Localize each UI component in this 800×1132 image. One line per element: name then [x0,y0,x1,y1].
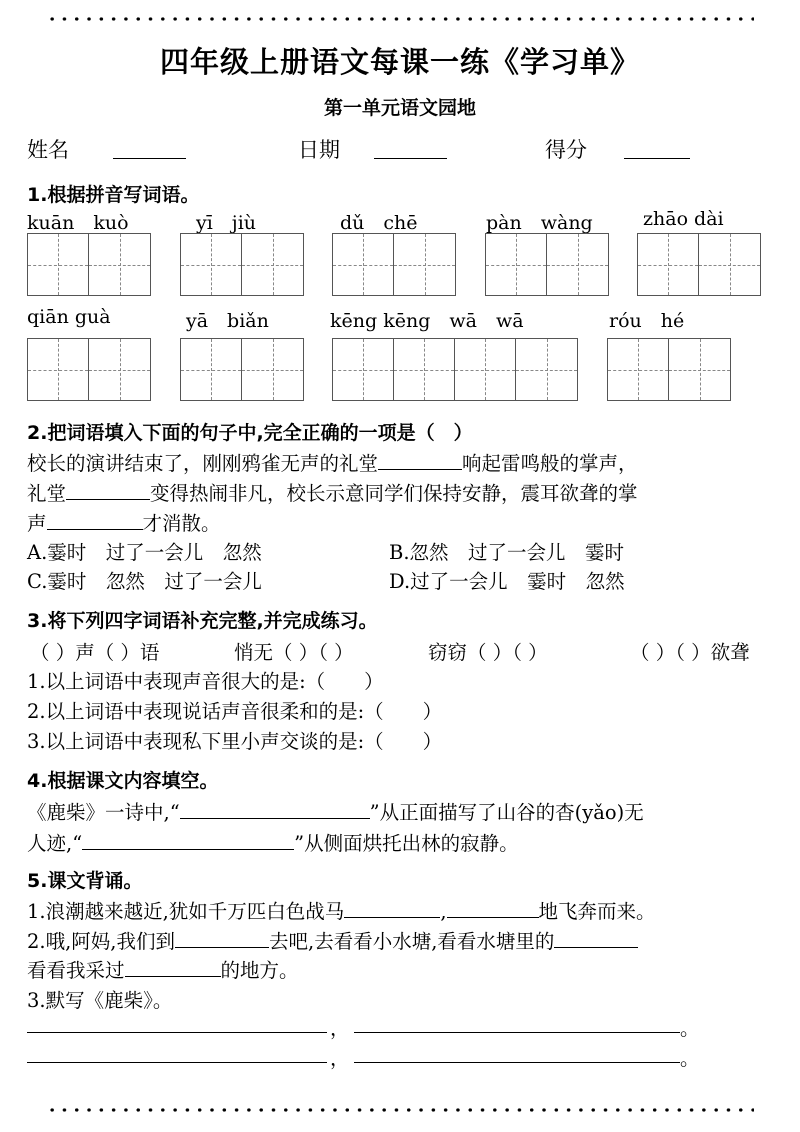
answer-blank[interactable] [82,848,294,850]
pinyin-label: yā biǎn [186,310,269,332]
idiom-item: 悄无（ ）（ ） [234,641,354,664]
pinyin-label: qiān guà [27,306,111,328]
poem-line[interactable] [27,1032,327,1033]
period-mark: 。 [680,1047,700,1070]
q5-line: 2.哦,阿妈,我们到 去吧,去看看小水塘,看看水塘里的 [27,926,638,954]
q3-subquestion: 2.以上词语中表现说话声音很柔和的是:（ ） [27,700,443,723]
pinyin-label: kēng kēng wā wā [330,310,524,332]
name-label: 姓名 [27,138,69,162]
score-field[interactable] [624,158,690,159]
q5-heading: 5.课文背诵。 [27,870,143,892]
pinyin-label: dǔ chē [340,212,418,234]
date-label: 日期 [298,138,340,162]
date-field[interactable] [374,158,447,159]
writing-grid[interactable] [607,338,731,401]
writing-grid[interactable] [180,338,304,401]
pinyin-label: kuān kuò [27,212,129,234]
answer-blank[interactable] [66,498,150,500]
score-label: 得分 [545,138,587,162]
pinyin-label: pàn wàng [486,212,593,234]
q2-sentence-line: 校长的演讲结束了，刚刚鸦雀无声的礼堂 响起雷鸣般的掌声， [27,452,638,475]
comma-mark: ， [330,1047,350,1070]
writing-grid[interactable] [332,233,456,296]
answer-blank[interactable] [47,528,143,530]
page-title: 四年级上册语文每课一练《学习单》 [159,45,640,79]
q2-heading: 2.把词语填入下面的句子中,完全正确的一项是（ ） [27,422,473,444]
comma-mark: ， [330,1017,350,1040]
page-subtitle: 第一单元语文园地 [323,97,476,119]
writing-grid[interactable] [27,338,151,401]
q5-line: 3.默写《鹿柴》。 [27,989,173,1012]
pinyin-label: róu hé [609,310,685,332]
q5-line: 1.浪潮越来越近,犹如千万匹白色战马 , 地飞奔而来。 [27,900,656,923]
poem-line[interactable] [354,1032,680,1033]
poem-line[interactable] [27,1062,327,1063]
answer-blank[interactable] [344,916,440,918]
q3-heading: 3.将下列四字词语补充完整,并完成练习。 [27,610,378,632]
q4-line: 《鹿柴》一诗中,“ ”从正面描写了山谷的杳(yǎo)无 [27,801,644,824]
q5-line: 看看我采过 的地方。 [27,959,299,982]
bottom-dotted-border [46,1108,754,1112]
idiom-item: （ ）声（ ）语 [30,641,160,664]
q4-line: 人迹,“ ”从侧面烘托出林的寂静。 [27,832,519,855]
name-field[interactable] [113,158,186,159]
poem-line[interactable] [354,1062,680,1063]
q4-heading: 4.根据课文内容填空。 [27,770,219,792]
writing-grid[interactable] [27,233,151,296]
q2-sentence-line: 声 才消散。 [27,512,221,535]
option-d[interactable]: D.过了一会儿 霎时 忽然 [389,570,625,593]
answer-blank[interactable] [175,946,269,948]
answer-blank[interactable] [180,817,370,819]
idiom-item: （ ）（ ）欲聋 [630,641,750,664]
answer-blank[interactable] [447,916,539,918]
option-a[interactable]: A.霎时 过了一会儿 忽然 [27,541,262,564]
writing-grid[interactable] [332,338,578,401]
q3-subquestion: 3.以上词语中表现私下里小声交谈的是:（ ） [27,730,443,753]
option-c[interactable]: C.霎时 忽然 过了一会儿 [27,570,262,593]
period-mark: 。 [680,1017,700,1040]
top-dotted-border [46,17,754,21]
pinyin-label: yī jiù [196,212,257,234]
answer-blank[interactable] [125,975,221,977]
idiom-item: 窃窃（ ）（ ） [428,641,548,664]
writing-grid[interactable] [180,233,304,296]
q3-subquestion: 1.以上词语中表现声音很大的是:（ ） [27,670,384,693]
writing-grid[interactable] [637,233,761,296]
q2-sentence-line: 礼堂 变得热闹非凡，校长示意同学们保持安静，震耳欲聋的掌 [27,482,638,505]
answer-blank[interactable] [378,468,462,470]
q1-heading: 1.根据拼音写词语。 [27,184,200,206]
option-b[interactable]: B.忽然 过了一会儿 霎时 [389,541,625,564]
writing-grid[interactable] [485,233,609,296]
answer-blank[interactable] [554,946,638,948]
pinyin-label: zhāo dài [643,208,724,230]
